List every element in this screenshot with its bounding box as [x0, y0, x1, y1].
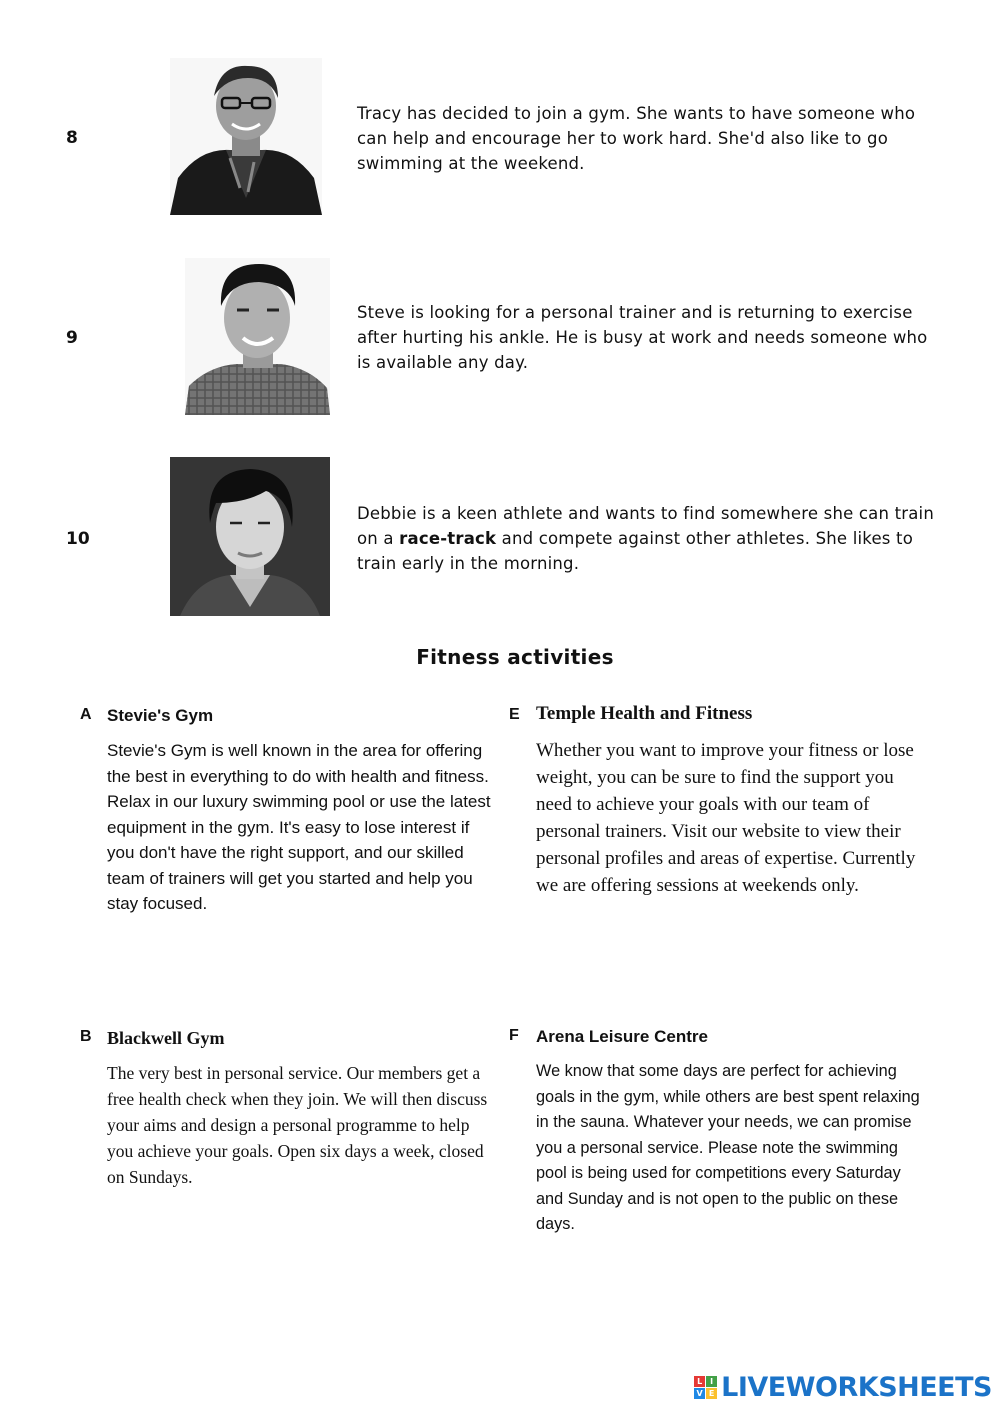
race-track-term: race-track — [399, 529, 497, 548]
ad-a-body: Stevie's Gym is well known in the area for offering the best in everything to do with health and fitness. Relax in our luxury swimming pool or use the latest equipment in the gym. It's easy to lose interest if you don't have the right support, and our skilled team of trainers will get you started and help you stay focused. — [107, 741, 491, 913]
logo-mark-icon: L I V E — [694, 1376, 717, 1399]
section-title: Fitness activities — [416, 645, 614, 669]
ad-a — [80, 706, 500, 946]
ad-e-letter: E — [509, 706, 520, 723]
ad-b — [80, 1028, 500, 1198]
ad-e-body: Whether you want to improve your fitness or lose weight, you can be sure to find the support you need to achieve your goals with our team of personal trainers. Visit our website to view their personal profiles and areas of expertise. Currently we are offering sessions at weekends only. — [536, 740, 916, 896]
question-10-text-before: Debbie is a keen athlete and wants to find somewhere she can train on a — [357, 504, 934, 548]
ad-b-title: Blackwell Gym — [107, 1028, 225, 1048]
tracy-photo — [170, 58, 322, 215]
liveworksheets-logo[interactable] — [694, 1372, 992, 1403]
question-10-text-after: and compete against other athletes. She likes to train early in the morning. — [357, 529, 914, 573]
ad-f-letter: F — [509, 1027, 519, 1044]
debbie-photo — [170, 457, 330, 616]
ad-a-title: Stevie's Gym — [107, 706, 214, 725]
question-8-text: Tracy has decided to join a gym. She wants to have someone who can help and encourage her to work hard. She'd also like to go swimming at the weekend. — [357, 104, 916, 173]
ad-f — [509, 1027, 939, 1247]
ad-e-title: Temple Health and Fitness — [536, 703, 753, 724]
ad-f-body: We know that some days are perfect for achieving goals in the gym, while others are best spent relaxing in the sauna. Whatever your needs, we can promise you a personal service. Please note the swimming pool is being used for competitions every Saturday and Sunday and is not open to the public on these days. — [536, 1062, 920, 1233]
question-number-10: 10 — [66, 529, 90, 549]
question-number-8: 8 — [66, 128, 78, 148]
ad-e — [509, 703, 939, 943]
ad-f-title: Arena Leisure Centre — [536, 1027, 708, 1046]
ad-b-body: The very best in personal service. Our members get a free health check when they join. We will then discuss your aims and design a personal programme to help you achieve your goals. Open six days a week, closed on Sundays. — [107, 1063, 488, 1187]
question-9-text: Steve is looking for a personal trainer and is returning to exercise after hurting his ankle. He is busy at work and needs someone who is available any day. — [357, 303, 928, 372]
steve-photo — [185, 258, 330, 415]
ad-a-letter: A — [80, 706, 92, 723]
logo-text: LIVEWORKSHEETS — [721, 1372, 992, 1403]
question-10-text — [357, 501, 942, 576]
ad-b-letter: B — [80, 1028, 92, 1045]
question-number-9: 9 — [66, 328, 78, 348]
